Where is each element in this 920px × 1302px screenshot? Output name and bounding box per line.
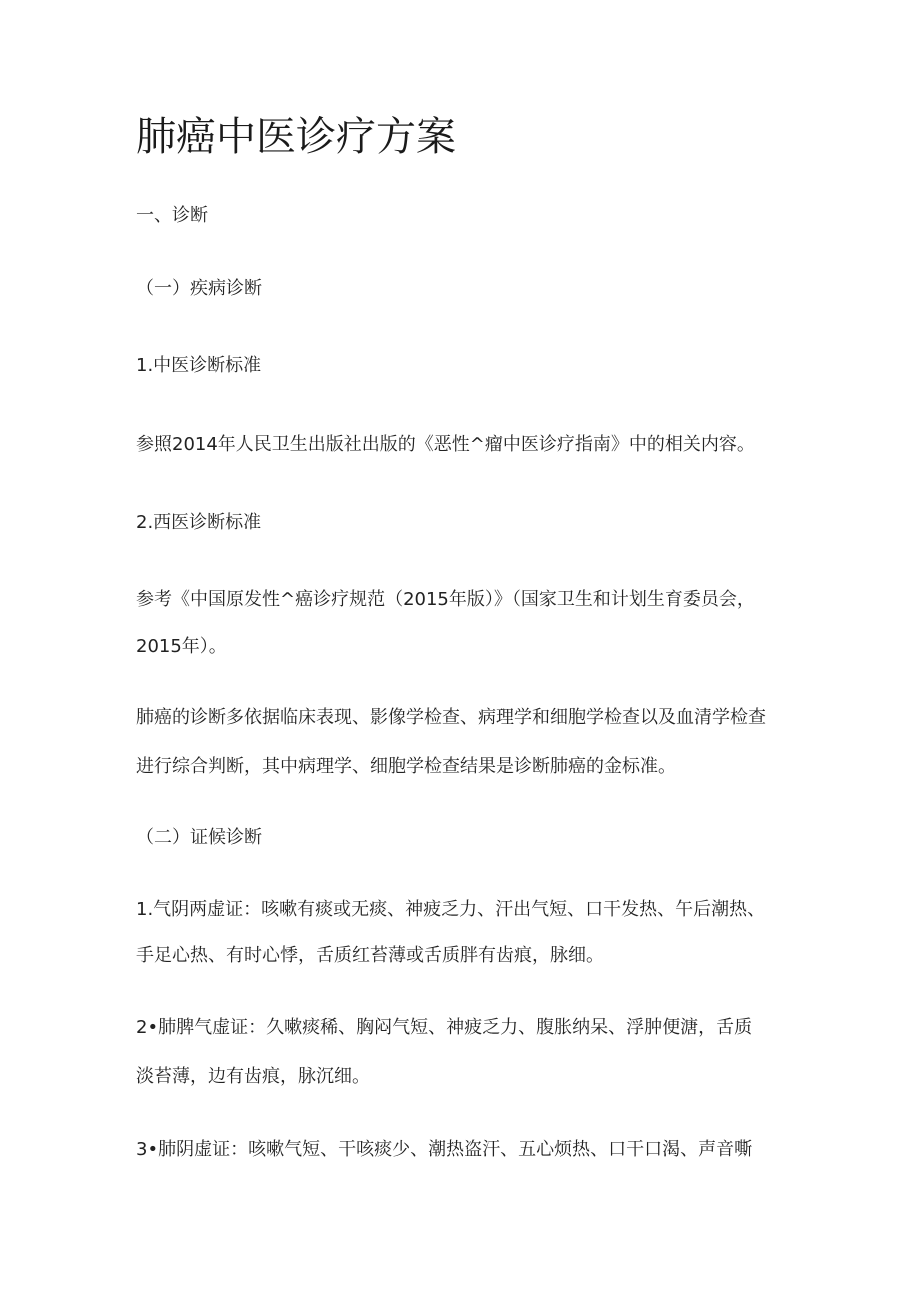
paragraph-tcm-reference: 参照2014年人民卫生出版社出版的《恶性^瘤中医诊疗指南》中的相关内容。 [136, 434, 755, 455]
document-title: 肺癌中医诊疗方案 [136, 114, 456, 160]
syndrome-item-2-line-2: 淡苔薄，边有齿痕，脉沉细。 [136, 1066, 370, 1087]
syndrome-item-1-line-1: 1.气阴两虚证：咳嗽有痰或无痰、神疲乏力、汗出气短、口干发热、午后潮热、 [136, 899, 766, 920]
paragraph-diagnosis-basis-line-2: 进行综合判断，其中病理学、细胞学检查结果是诊断肺癌的金标准。 [136, 756, 676, 777]
subsection-heading-syndrome-diagnosis: （二）证候诊断 [136, 827, 262, 848]
paragraph-diagnosis-basis-line-1: 肺癌的诊断多依据临床表现、影像学检查、病理学和细胞学检查以及血清学检查 [136, 707, 766, 728]
paragraph-western-reference-line-2: 2015年）。 [136, 636, 227, 657]
section-heading-diagnosis: 一、诊断 [136, 205, 208, 226]
syndrome-item-2-line-1: 2•肺脾气虚证：久嗽痰稀、胸闷气短、神疲乏力、腹胀纳呆、浮肿便溏，舌质 [136, 1017, 753, 1038]
syndrome-item-1-line-2: 手足心热、有时心悸，舌质红苔薄或舌质胖有齿痕，脉细。 [136, 945, 604, 966]
subsection-heading-disease-diagnosis: （一）疾病诊断 [136, 278, 262, 299]
paragraph-western-reference-line-1: 参考《中国原发性^癌诊疗规范（2015年版）》（国家卫生和计划生育委员会， [136, 589, 755, 610]
syndrome-item-3-line-1: 3•肺阴虚证：咳嗽气短、干咳痰少、潮热盗汗、五心烦热、口干口渴、声音嘶 [136, 1139, 753, 1160]
item-heading-western-criteria: 2.西医诊断标准 [136, 512, 262, 533]
item-heading-tcm-criteria: 1.中医诊断标准 [136, 355, 262, 376]
